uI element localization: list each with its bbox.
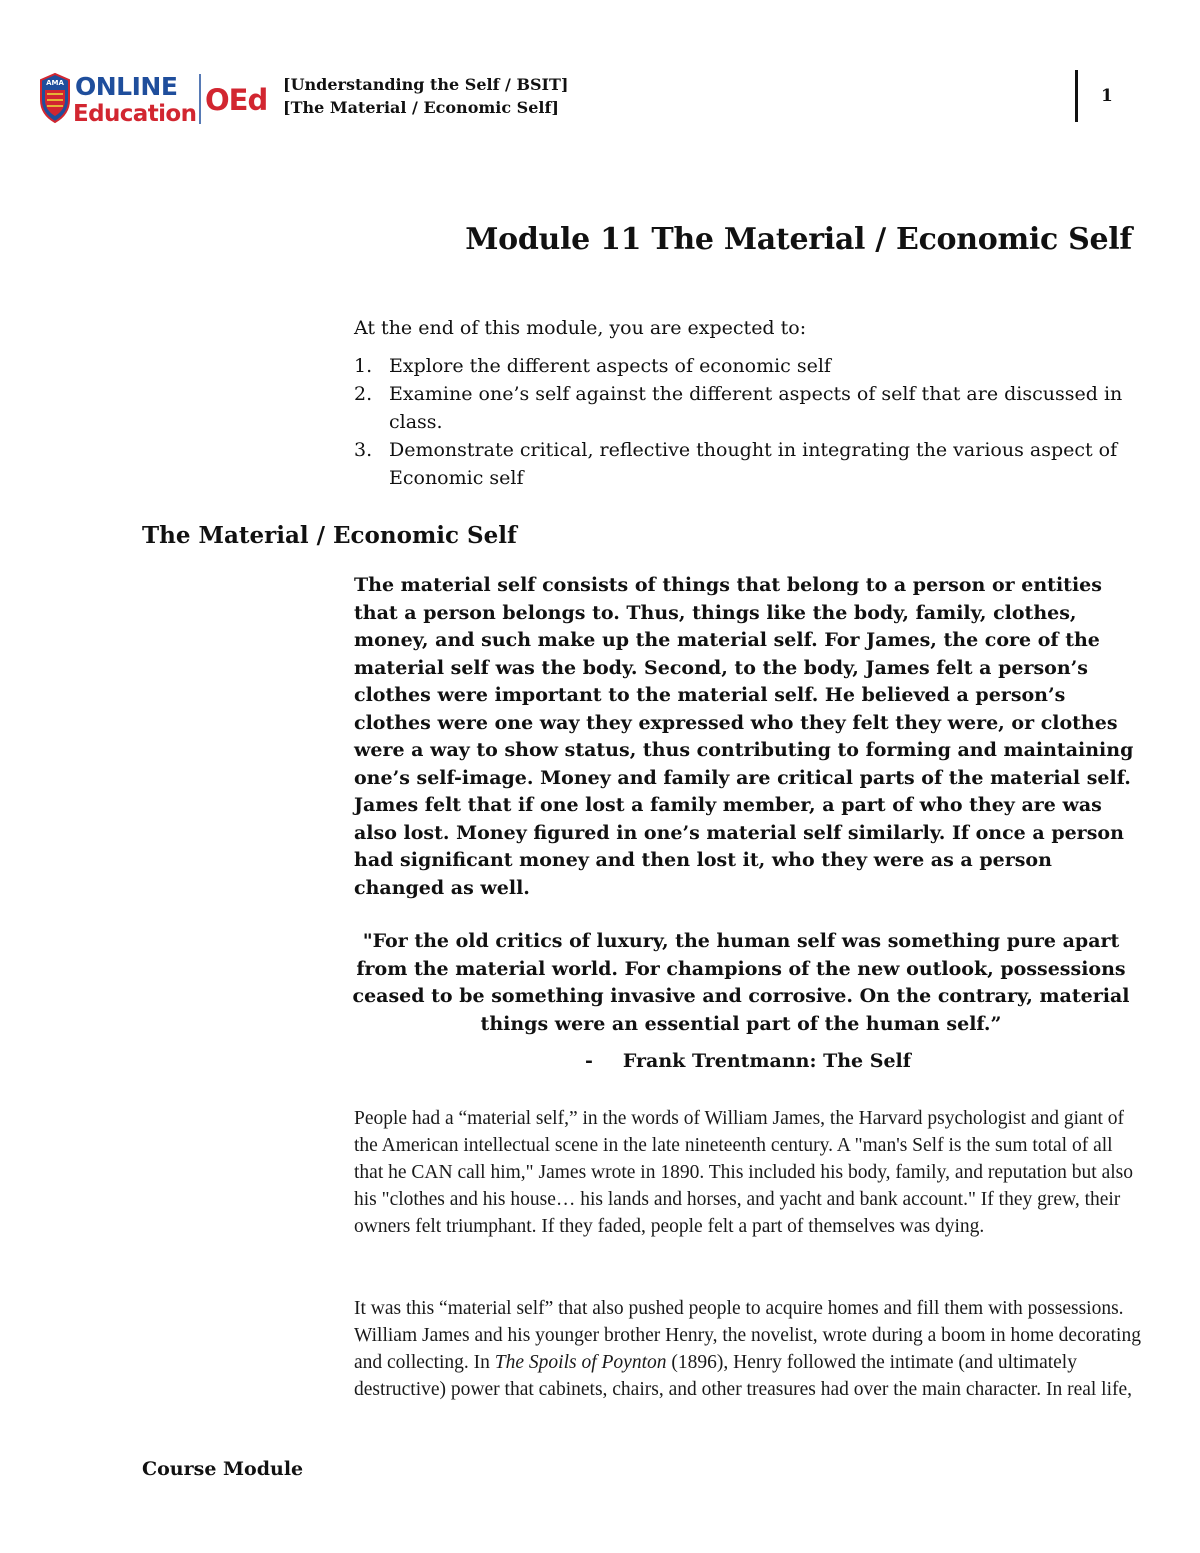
quote-attribution xyxy=(585,1050,911,1072)
logo-shield-text: AMA xyxy=(46,79,64,87)
objectives-intro: At the end of this module, you are expected to: xyxy=(354,317,807,339)
objective-number: 1. xyxy=(354,355,373,377)
logo-graphic xyxy=(37,70,277,126)
page-number: 1 xyxy=(1101,86,1113,106)
objective-text: Demonstrate critical, reflective thought in integrating the various aspect of Economic self xyxy=(389,439,1118,489)
online-education-logo xyxy=(37,70,277,126)
header-divider xyxy=(1075,70,1078,122)
header-topic-label: [The Material / Economic Self] xyxy=(283,98,559,117)
module-title: Module 11 The Material / Economic Self xyxy=(465,222,1132,257)
book-title: The Spoils of Poynton xyxy=(494,1352,667,1373)
attribution-dash: - xyxy=(585,1050,593,1072)
objective-item xyxy=(354,352,1124,380)
objective-item xyxy=(354,436,1124,492)
objective-text: Examine one’s self against the different aspects of self that are discussed in class. xyxy=(389,383,1123,433)
material-self-paragraph: The material self consists of things that belong to a person or entities that a person belongs to. Thus, things like the body, family, clothes, money, and such make up the material self. For James, the core of the material self was the body. Second, to the body, James felt a person’s clothes were important to the material self. He believed a person’s clothes were one way they expressed who they felt they were, or clothes were a way to show status, thus contributing to forming and maintaining one’s self-image. Money and family are critical parts of the material self. James felt that if one lost a family member, a part of who they are was also lost. Money figured in one’s material self similarly. If once a person had significant money and then lost it, who they were as a person changed as well. xyxy=(354,574,1134,899)
block-quote: "For the old critics of luxury, the human self was something pure apart from the material world. For champions of the new outlook, possessions ceased to be something invasive and corrosive. On the contrary, material things were an essential part of the human self.” xyxy=(352,930,1130,1035)
possessions-paragraph xyxy=(354,1295,1144,1403)
header-course-label: [Understanding the Self / BSIT] xyxy=(283,75,569,94)
objectives-list xyxy=(354,352,1124,492)
paragraph-text: It was this “material self” that also pushed people to acquire homes and fill them with possessions. William James and his younger brother Henry, the novelist, wrote during a boom in home decorating and collecting. In xyxy=(354,1298,1141,1373)
logo-word-online: ONLINE xyxy=(75,72,178,101)
footer-label: Course Module xyxy=(142,1458,304,1480)
paragraph-text: (1896), Henry followed the intimate (and ultimately destructive) power that cabinets, chairs, and other treasures had over the main character. In real life, xyxy=(354,1352,1133,1400)
objective-number: 3. xyxy=(354,439,373,461)
logo-oed: OEd xyxy=(205,83,268,117)
objective-item xyxy=(354,380,1124,436)
objective-number: 2. xyxy=(354,383,373,405)
section-heading: The Material / Economic Self xyxy=(142,522,517,549)
attribution-text: Frank Trentmann: The Self xyxy=(622,1050,911,1072)
william-james-paragraph: People had a “material self,” in the words of William James, the Harvard psychologist and giant of the American intellectual scene in the late nineteenth century. A "man's Self is the sum total of all that he CAN call him," James wrote in 1890. This included his body, family, and reputation but also his "clothes and his house… his lands and horses, and yacht and bank account." If they grew, their owners felt triumphant. If they faded, people felt a part of themselves was dying. xyxy=(354,1108,1133,1237)
logo-word-education: Education xyxy=(73,101,197,126)
objective-text: Explore the different aspects of economic self xyxy=(389,355,831,377)
